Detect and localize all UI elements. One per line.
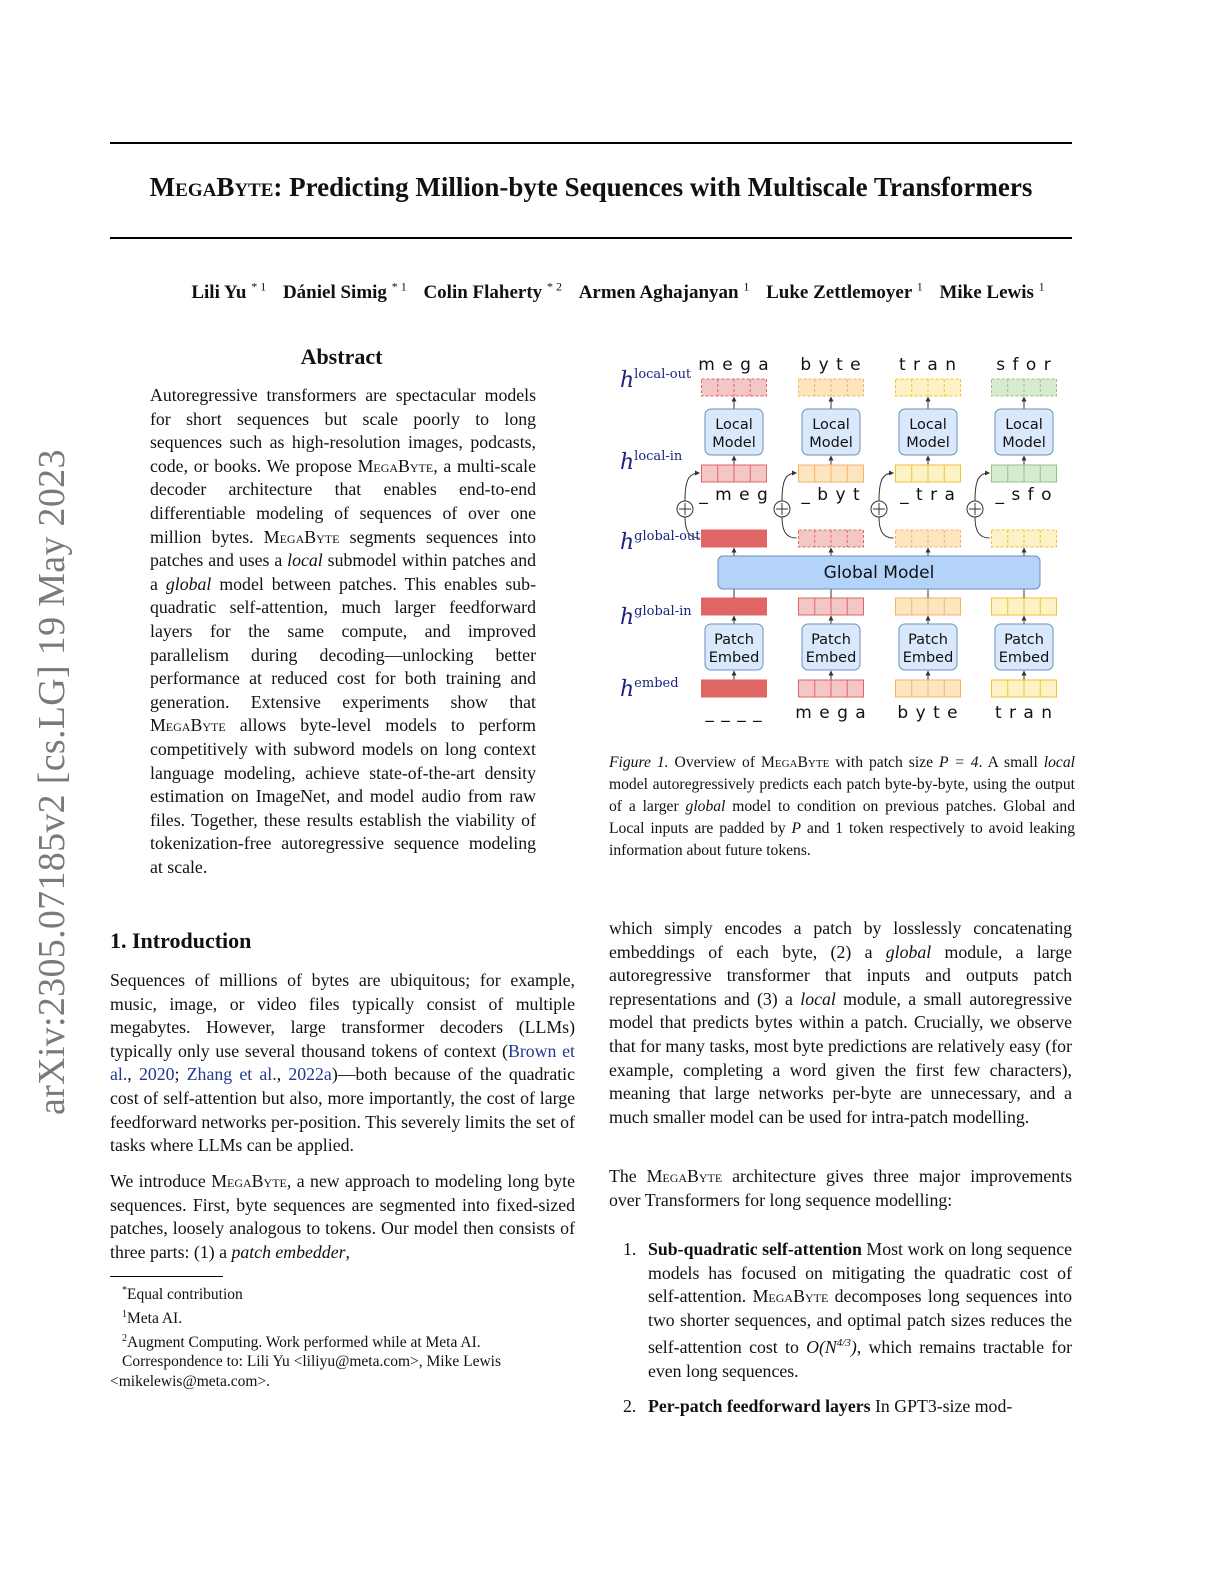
text-run: segments sequences into patches and uses a bbox=[150, 526, 536, 571]
patch-embed-box-label: Embed bbox=[805, 650, 857, 666]
emphasis: local bbox=[1043, 754, 1075, 771]
arrow-sum-to-local-in bbox=[782, 473, 797, 501]
author-affiliation: * 1 bbox=[391, 280, 407, 294]
text-run: and 1 token respectively to avoid leaking information about future tokens. bbox=[609, 820, 1075, 859]
text-run: Sequences of millions of bytes are ubiquitous; for example, music, image, or video files typically consist of multiple megabytes. However, large transformer decoders (LLMs) typically only use several thousand tokens of context ( bbox=[110, 970, 575, 1061]
output-bytes-label: b y t e bbox=[800, 355, 862, 375]
patch-embed-box-label: Patch bbox=[714, 632, 754, 648]
text-run: We introduce bbox=[110, 1171, 212, 1191]
author bbox=[191, 282, 266, 303]
abstract-heading: Abstract bbox=[300, 344, 383, 369]
text-run: which simply encodes a patch by losslessly concatenating embeddings of each byte, (2) a bbox=[609, 918, 1072, 962]
math-close: ) bbox=[850, 1337, 857, 1358]
text-run: Most work on long sequence models has focused on mitigating the quadratic cost of self-attention. bbox=[648, 1239, 1072, 1307]
list-number: 2. bbox=[623, 1396, 637, 1417]
author-affiliation: 1 bbox=[1038, 280, 1045, 294]
local-model-box-label: Model bbox=[1002, 435, 1046, 451]
author bbox=[939, 282, 1044, 303]
arxiv-identifier: arXiv:2305.07185v2 [cs.LG] 19 May 2023 bbox=[31, 449, 73, 1115]
local-model-box-label: Local bbox=[909, 417, 947, 433]
text-run: model autoregressively predicts each patch byte-by-byte, using the output of a larger bbox=[609, 776, 1075, 815]
text-run: model to condition on previous patches. Global and Local inputs are padded by bbox=[609, 798, 1076, 837]
list-item bbox=[609, 1395, 1072, 1419]
text-run: model between patches. This enables sub-quadratic self-attention, much larger feedforward layers for the same compute, and improved parallelism during decoding—unlocking better performance at reduced cost for both training and generation. Extensive experiments show that bbox=[150, 573, 536, 712]
text-run: module, a small autoregressive model that predicts bytes within a patch. Crucially, we observe that for many tasks, most byte predictions are relatively easy (for example, completing a word given the first few characters), meaning that large networks per-byte are unnecessary, and a much smaller model can be used for intra-patch modelling. bbox=[609, 988, 1073, 1127]
math-inline bbox=[806, 1337, 857, 1357]
list-item-title: Per-patch feedforward layers bbox=[648, 1396, 871, 1417]
text-run: , bbox=[276, 1064, 289, 1085]
local-model-box-label: Local bbox=[812, 417, 850, 433]
author bbox=[423, 282, 562, 303]
footnote bbox=[110, 1281, 575, 1305]
emphasis: local bbox=[800, 988, 836, 1009]
text-run: Autoregressive transformers are spectacular models for short sequences but scale poorly to long sequences such as high-resolution images, podcasts, code, or books. We propose bbox=[150, 385, 536, 476]
text-run: ; bbox=[174, 1064, 187, 1085]
footnote-text: Augment Computing. Work performed while at Meta AI. bbox=[127, 1333, 481, 1351]
footnote-text: Equal contribution bbox=[127, 1286, 243, 1304]
local-model-box-label: Model bbox=[906, 435, 950, 451]
text-run: In GPT3-size mod- bbox=[870, 1396, 1013, 1417]
footnote bbox=[110, 1305, 575, 1329]
author-name: Armen Aghajanyan bbox=[578, 282, 739, 304]
text-run: decomposes long sequences into two shorter sequences, and optimal patch sizes reduces the self-attention cost to bbox=[648, 1286, 1073, 1358]
author-name: Lili Yu bbox=[191, 282, 247, 304]
model-name: MegaByte bbox=[357, 455, 434, 476]
output-bytes-label: t r a n bbox=[898, 355, 958, 375]
citation-link[interactable]: Zhang et al. bbox=[186, 1064, 277, 1085]
author-affiliation: * 1 bbox=[251, 280, 267, 294]
connector-global-out-to-sum bbox=[879, 517, 894, 538]
citation-link[interactable]: Brown et al. bbox=[110, 1040, 575, 1085]
figure-caption bbox=[609, 752, 1075, 862]
connector-global-out-to-sum bbox=[975, 517, 990, 538]
abstract-text bbox=[150, 384, 536, 879]
text-run: module, a large autoregressive transformer that inputs and outputs patch representations and (3) a bbox=[609, 941, 1072, 1009]
author bbox=[766, 282, 923, 303]
intro-paragraph-3 bbox=[609, 917, 1072, 1129]
author-affiliation: * 2 bbox=[546, 280, 562, 294]
input-bytes-label: m e g a bbox=[795, 703, 867, 723]
title-rule-bottom bbox=[110, 237, 1072, 239]
text-run: , which remains tractable for even long sequences. bbox=[648, 1337, 1073, 1381]
title-rest: : Predicting Million-byte Sequences with Multiscale Transformers bbox=[273, 172, 1033, 202]
local-input-bytes-label: _ b y t bbox=[801, 485, 861, 505]
text-run: submodel within patches and a bbox=[150, 550, 536, 594]
text-run: , a new approach to modeling long byte sequences. First, byte sequences are segmented into fixed-sized patches, loosely analogous to tokens. Our model then consists of three parts: (1) a bbox=[110, 1171, 575, 1262]
patch-embed-box-label: Patch bbox=[1004, 632, 1044, 648]
emphasis: local bbox=[287, 550, 323, 571]
local-model-box-label: Model bbox=[712, 435, 756, 451]
patch-embed-box-label: Embed bbox=[998, 650, 1050, 666]
author-name: Colin Flaherty bbox=[423, 282, 543, 304]
intro-paragraph-4 bbox=[609, 1165, 1072, 1212]
list-item bbox=[609, 1238, 1072, 1383]
output-bytes-label: m e g a bbox=[698, 355, 770, 375]
h-global-out-label: $h^{global-out}$ bbox=[620, 529, 701, 555]
footnote bbox=[110, 1352, 575, 1391]
h-embed-label: $h^{embed}$ bbox=[620, 676, 679, 702]
emphasis: global bbox=[685, 798, 726, 815]
arrow-sum-to-local-in bbox=[975, 473, 990, 501]
list-item-title: Sub-quadratic self-attention bbox=[648, 1239, 862, 1259]
arrow-sum-to-local-in bbox=[685, 473, 700, 501]
text-run: allows byte-level models to perform competitively with subword models on long context language modeling, achieve state-of-the-art density estimation on ImageNet, and model audio from raw files. Together, these results establish the viability of tokenization-free autoregressive sequence modeling at scale. bbox=[150, 715, 536, 877]
text-run: , a multi-scale decoder architecture that enables end-to-end differentiable modeling of sequences of over one million bytes. bbox=[150, 455, 537, 547]
footnote-mark: * bbox=[122, 1285, 127, 1296]
model-name: MegaByte bbox=[211, 1171, 287, 1191]
author-list bbox=[110, 280, 1126, 304]
patch-embed-box-label: Embed bbox=[902, 650, 954, 666]
author bbox=[579, 282, 750, 303]
input-bytes-label: _ _ _ _ bbox=[705, 703, 763, 723]
global-model-label: Global Model bbox=[823, 563, 935, 583]
patch-embed-box-label: Patch bbox=[908, 632, 948, 648]
footnote-text: Correspondence to: Lili Yu <liliyu@meta.com>, Mike Lewis <mikelewis@meta.com>. bbox=[110, 1353, 502, 1390]
author-name: Dániel Simig bbox=[282, 282, 387, 304]
footnotes bbox=[110, 1281, 575, 1391]
local-input-bytes-label: _ t r a bbox=[900, 485, 956, 505]
h-global-in-label: $h^{global-in}$ bbox=[620, 604, 692, 630]
connector-global-out-to-sum bbox=[782, 517, 797, 538]
author-name: Luke Zettlemoyer bbox=[766, 282, 912, 304]
footnote-rule bbox=[110, 1276, 223, 1277]
model-name: MegaByte bbox=[646, 1166, 723, 1186]
architecture-diagram bbox=[600, 345, 1080, 730]
input-bytes-label: t r a n bbox=[994, 703, 1054, 723]
local-input-bytes-label: _ s f o bbox=[995, 485, 1053, 505]
model-name: MegaByte bbox=[752, 1286, 829, 1307]
math-inline: P bbox=[791, 820, 802, 837]
intro-paragraph-1 bbox=[110, 969, 575, 1158]
figure-megabyte-overview bbox=[600, 345, 1080, 730]
intro-paragraph-2 bbox=[110, 1170, 575, 1264]
input-bytes-label: b y t e bbox=[897, 703, 959, 723]
local-model-box-label: Local bbox=[715, 417, 753, 433]
citation-link[interactable]: 2020 bbox=[138, 1064, 175, 1085]
text-run: with patch size bbox=[829, 754, 940, 771]
local-model-box-label: Model bbox=[809, 435, 853, 451]
emphasis: patch embedder bbox=[231, 1241, 346, 1262]
title-model-name: MegaByte bbox=[149, 172, 274, 202]
model-name: MegaByte bbox=[761, 754, 830, 771]
author bbox=[283, 282, 407, 303]
section-heading-introduction: 1. Introduction bbox=[110, 928, 252, 953]
citation-link[interactable]: 2022a bbox=[288, 1064, 332, 1085]
footnote-mark: 1 bbox=[122, 1308, 127, 1320]
text-run: , bbox=[127, 1064, 139, 1085]
footnote bbox=[110, 1329, 575, 1353]
patch-embed-box-label: Embed bbox=[708, 650, 760, 666]
output-bytes-label: s f o r bbox=[996, 355, 1052, 375]
emphasis: global bbox=[885, 941, 932, 962]
text-run: , bbox=[345, 1241, 350, 1262]
footnote-mark: 2 bbox=[122, 1332, 127, 1344]
title-rule-top bbox=[110, 142, 1072, 144]
arrow-sum-to-local-in bbox=[879, 473, 894, 501]
text-run: . A small bbox=[978, 754, 1044, 771]
local-input-bytes-label: _ m e g bbox=[699, 485, 769, 505]
math-exponent: 4/3 bbox=[836, 1337, 851, 1350]
paper-title bbox=[110, 172, 1072, 203]
text-run: The bbox=[609, 1166, 647, 1186]
local-model-box-label: Local bbox=[1005, 417, 1043, 433]
model-name: MegaByte bbox=[150, 715, 226, 736]
h-local-in-label: $h^{local-in}$ bbox=[620, 449, 683, 475]
text-run: )—both because of the quadratic cost of self-attention but also, more importantly, the cost of large feedforward networks per-position. This severely limits the set of tasks where LLMs can be applied. bbox=[110, 1064, 575, 1156]
text-run: Overview of bbox=[668, 754, 762, 771]
h-local-out-label: $h^{local-out}$ bbox=[620, 367, 692, 393]
author-name: Mike Lewis bbox=[939, 282, 1034, 304]
list-number: 1. bbox=[623, 1239, 637, 1259]
footnote-text: Meta AI. bbox=[127, 1309, 183, 1327]
author-affiliation: 1 bbox=[916, 280, 923, 294]
model-name: MegaByte bbox=[263, 526, 340, 547]
improvements-list bbox=[609, 1238, 1072, 1431]
author-affiliation: 1 bbox=[743, 280, 750, 294]
caption-label: Figure 1. bbox=[609, 754, 669, 771]
text-run: architecture gives three major improvements over Transformers for long sequence modelling: bbox=[609, 1166, 1072, 1210]
emphasis: global bbox=[165, 573, 212, 594]
math-base: O(N bbox=[806, 1337, 837, 1358]
patch-embed-box-label: Patch bbox=[811, 632, 851, 648]
math-inline: P = 4 bbox=[939, 754, 979, 771]
